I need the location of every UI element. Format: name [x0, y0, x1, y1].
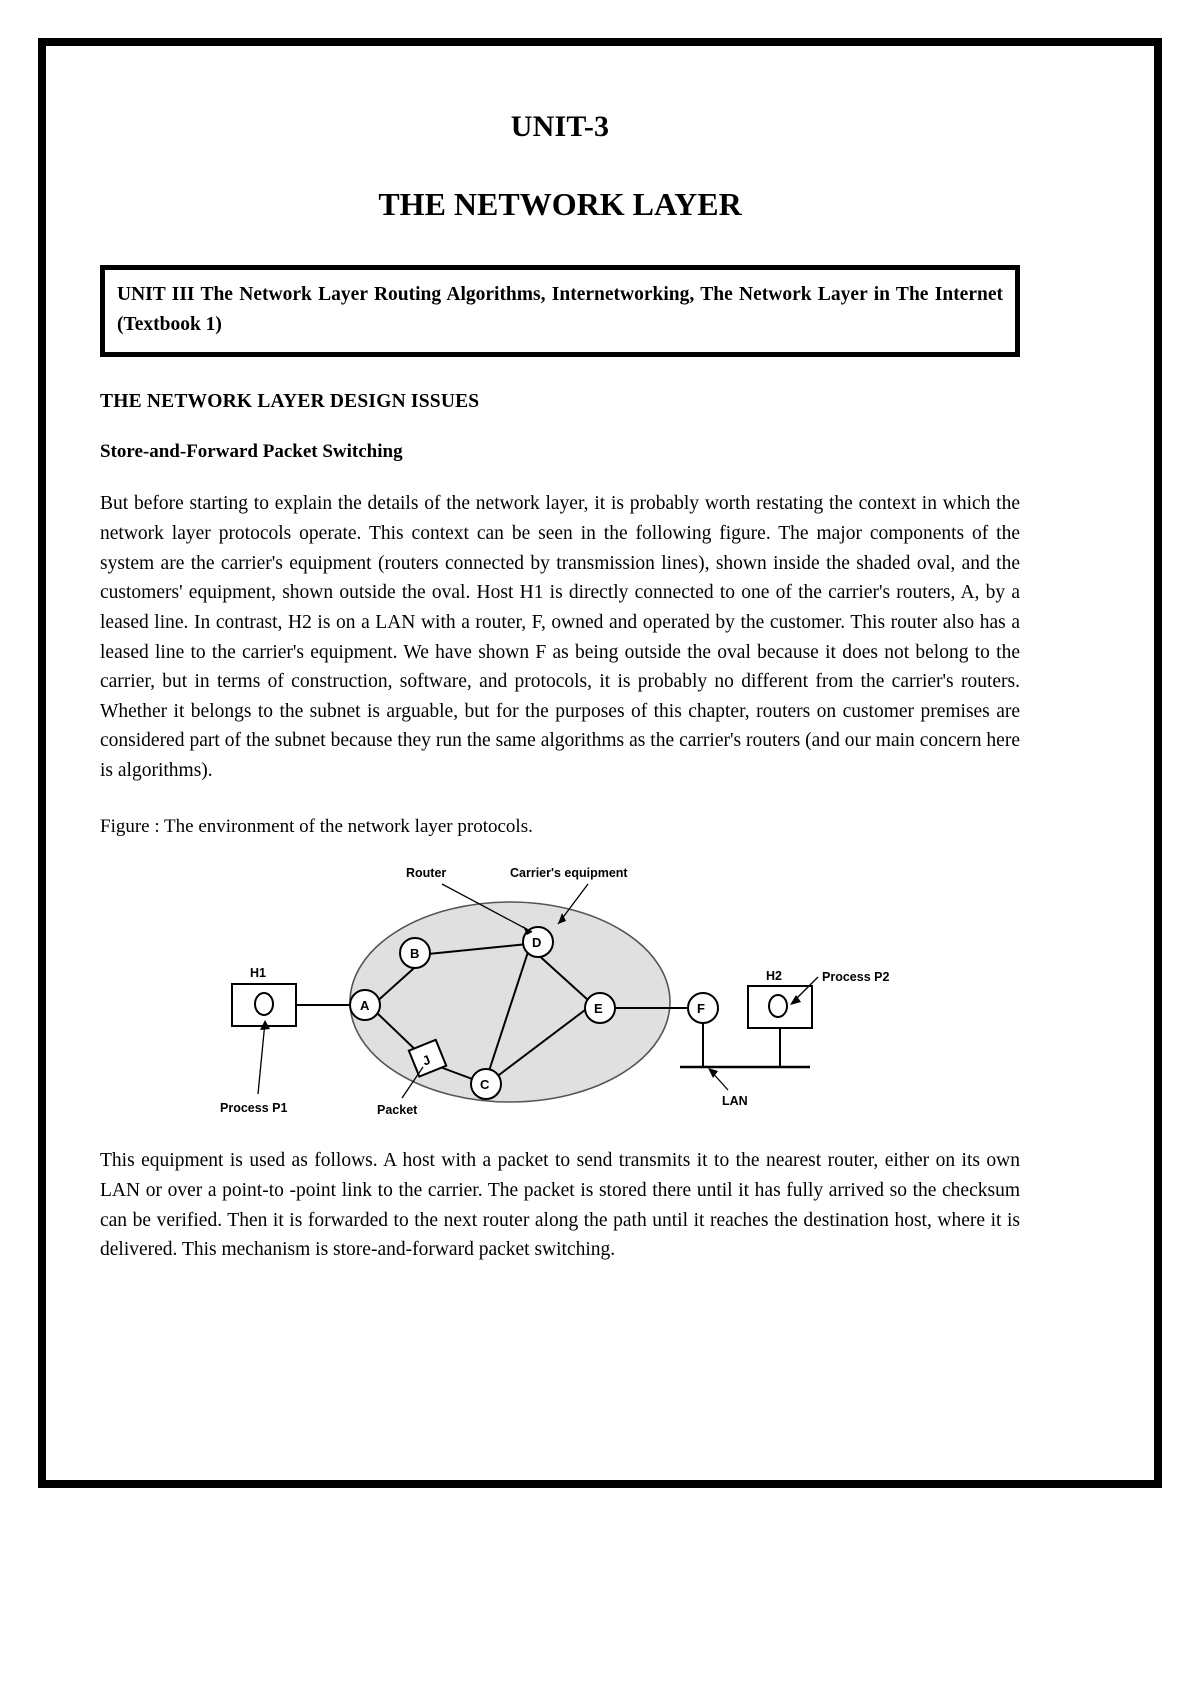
- packet-j-label: J: [420, 1052, 433, 1069]
- process-p1-label: Process P1: [220, 1101, 288, 1116]
- carrier-cloud-oval: [350, 902, 670, 1102]
- process-p2-circle: [769, 995, 787, 1017]
- router-f-label: F: [697, 1001, 705, 1017]
- host-h2-label: H2: [766, 969, 782, 984]
- process-p2-label: Process P2: [822, 970, 890, 985]
- router-node-b: [400, 938, 430, 968]
- router-d-label: D: [532, 935, 542, 951]
- subsection-heading: Store-and-Forward Packet Switching: [100, 441, 403, 463]
- host-h1-label: H1: [250, 966, 266, 981]
- page-content: [100, 110, 1020, 1265]
- router-a-label: A: [360, 998, 370, 1014]
- syllabus-box: [100, 265, 1020, 357]
- document-title: THE NETWORK LAYER: [378, 186, 742, 222]
- router-node-e: [585, 993, 615, 1023]
- process-p1-circle: [255, 993, 273, 1015]
- host-h2: [748, 969, 812, 1067]
- network-figure: [100, 862, 1020, 1120]
- unit-title: UNIT-3: [510, 110, 610, 143]
- router-b-label: B: [410, 946, 420, 962]
- router-node-a: [350, 990, 380, 1020]
- closing-paragraph: This equipment is used as follows. A host with a packet to send transmits it to the nearest router, either on its own LAN or over a point-to -point link to the carrier. The packet is stored there until it has fully arrived so the checksum can be verified. Then it is forwarded to the next router along the path until it reaches the destination host, where it is delivered. This mechanism is store-and-forward packet switching.: [100, 1150, 1020, 1261]
- host-h1: [232, 966, 296, 1026]
- router-callout-label: Router: [406, 866, 447, 881]
- lan-label: LAN: [722, 1094, 748, 1109]
- router-node-c: [471, 1069, 501, 1099]
- router-node-f: [688, 993, 718, 1023]
- intro-paragraph: But before starting to explain the details of the network layer, it is probably worth restating the context in which the network layer protocols operate. This context can be seen in the following figure. The major components of the system are the carrier's equipment (routers connected by transmission lines), shown inside the shaded oval, and the customers' equipment, shown outside the oval. Host H1 is directly connected to one of the carrier's routers, A, by a leased line. In contrast, H2 is on a LAN with a router, F, owned and operated by the customer. This router also has a leased line to the carrier's equipment. We have shown F as being outside the oval because it does not belong to the carrier, but in terms of construction, software, and protocols, it is probably no different from the carrier's routers. Whether it belongs to the subnet is arguable, but for the purposes of this chapter, routers on customer premises are considered part of the subnet because they run the same algorithms as the carrier's routers (and our main concern here is algorithms).: [100, 493, 1020, 782]
- packet-label: Packet: [377, 1103, 418, 1118]
- router-c-label: C: [480, 1077, 490, 1093]
- router-e-label: E: [594, 1001, 603, 1017]
- process-p1-leader: [258, 1022, 265, 1094]
- section-heading: THE NETWORK LAYER DESIGN ISSUES: [100, 391, 480, 413]
- network-diagram-svg: [210, 862, 910, 1120]
- carrier-callout-label: Carrier's equipment: [510, 866, 628, 881]
- syllabus-text: UNIT III The Network Layer Routing Algorithms, Internetworking, The Network Layer in The Internet (Textbook 1): [117, 284, 1003, 336]
- figure-caption: Figure : The environment of the network layer protocols.: [100, 815, 533, 837]
